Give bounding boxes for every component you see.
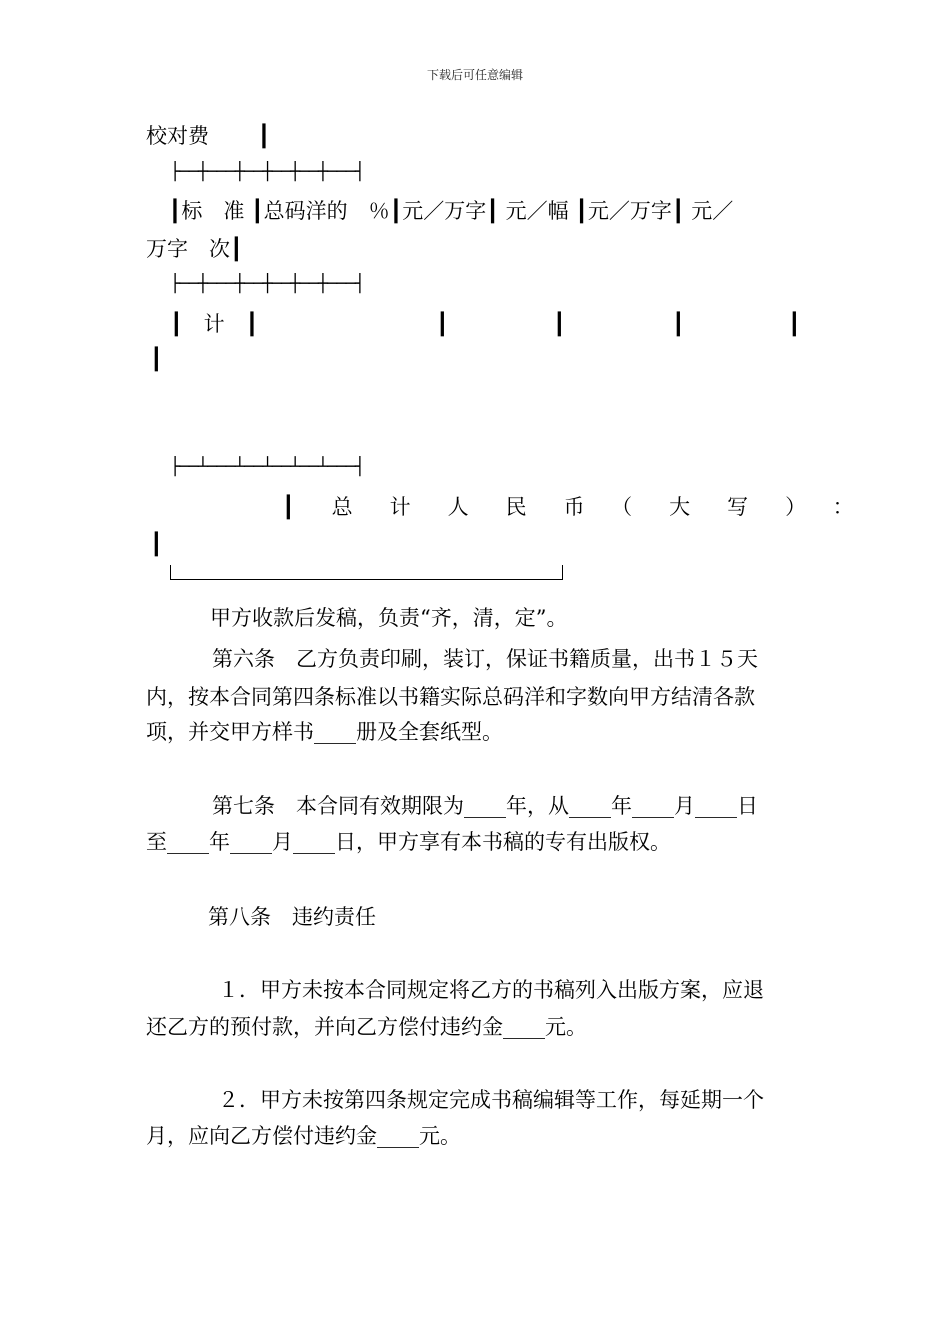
clause-1-line1: １．甲方未按本合同规定将乙方的书稿列入出版方案，应退 <box>218 978 764 1002</box>
paragraph-payment: 甲方收款后发稿，负责“齐，清，定”。 <box>210 606 568 630</box>
article-6-line2: 内，按本合同第四条标准以书籍实际总码洋和字数向甲方结清各款 <box>146 685 755 709</box>
table-cell-divider: ┃ <box>150 532 163 556</box>
table-border-bottom: ├──┴───┴──┴──┴──┴───┤ <box>170 457 364 477</box>
table-header-line1: ┃标 准 ┃总码洋的 ％┃元／万字┃ 元／幅 ┃元／万字┃ 元／ <box>162 199 734 223</box>
table-header-line2: 万字 次┃ <box>146 237 243 261</box>
clause-2-line2: 月，应向乙方偿付违约金____元。 <box>146 1124 461 1148</box>
table-cell-divider: ┃ <box>553 312 566 336</box>
table-border-top: ├──┼───┼──┼──┼──┼───┤ <box>170 162 364 182</box>
table-border-mid: ├──┼───┼──┼──┼──┼───┤ <box>170 274 364 294</box>
article-6-line1: 第六条 乙方负责印刷，装订，保证书籍质量，出书１５天 <box>212 647 758 671</box>
table-bottom-frame <box>170 565 563 580</box>
table-cell-divider: ┃ <box>436 312 449 336</box>
page-header: 下载后可任意编辑 <box>426 68 523 82</box>
article-8-title: 第八条 违约责任 <box>208 905 376 929</box>
table-cell-divider: ┃ <box>150 347 163 371</box>
clause-1-line2: 还乙方的预付款，并向乙方偿付违约金____元。 <box>146 1015 587 1039</box>
table-cell-divider: ┃ <box>672 312 685 336</box>
table-cell-divider: ┃ <box>788 312 801 336</box>
table-total-label: ┃ 总 计 人 民 币 （ 大 写 ） ： <box>282 495 862 519</box>
article-7-line2: 至____年____月____日，甲方享有本书稿的专有出版权。 <box>146 830 671 854</box>
table-row-title: 校对费 ┃ <box>146 124 271 148</box>
article-7-line1: 第七条 本合同有效期限为____年，从____年____月____日 <box>212 794 758 818</box>
table-calc-label: ┃ 计 ┃ <box>170 312 259 336</box>
article-6-line3: 项，并交甲方样书____册及全套纸型。 <box>146 720 503 744</box>
clause-2-line1: ２．甲方未按第四条规定完成书稿编辑等工作，每延期一个 <box>218 1088 764 1112</box>
